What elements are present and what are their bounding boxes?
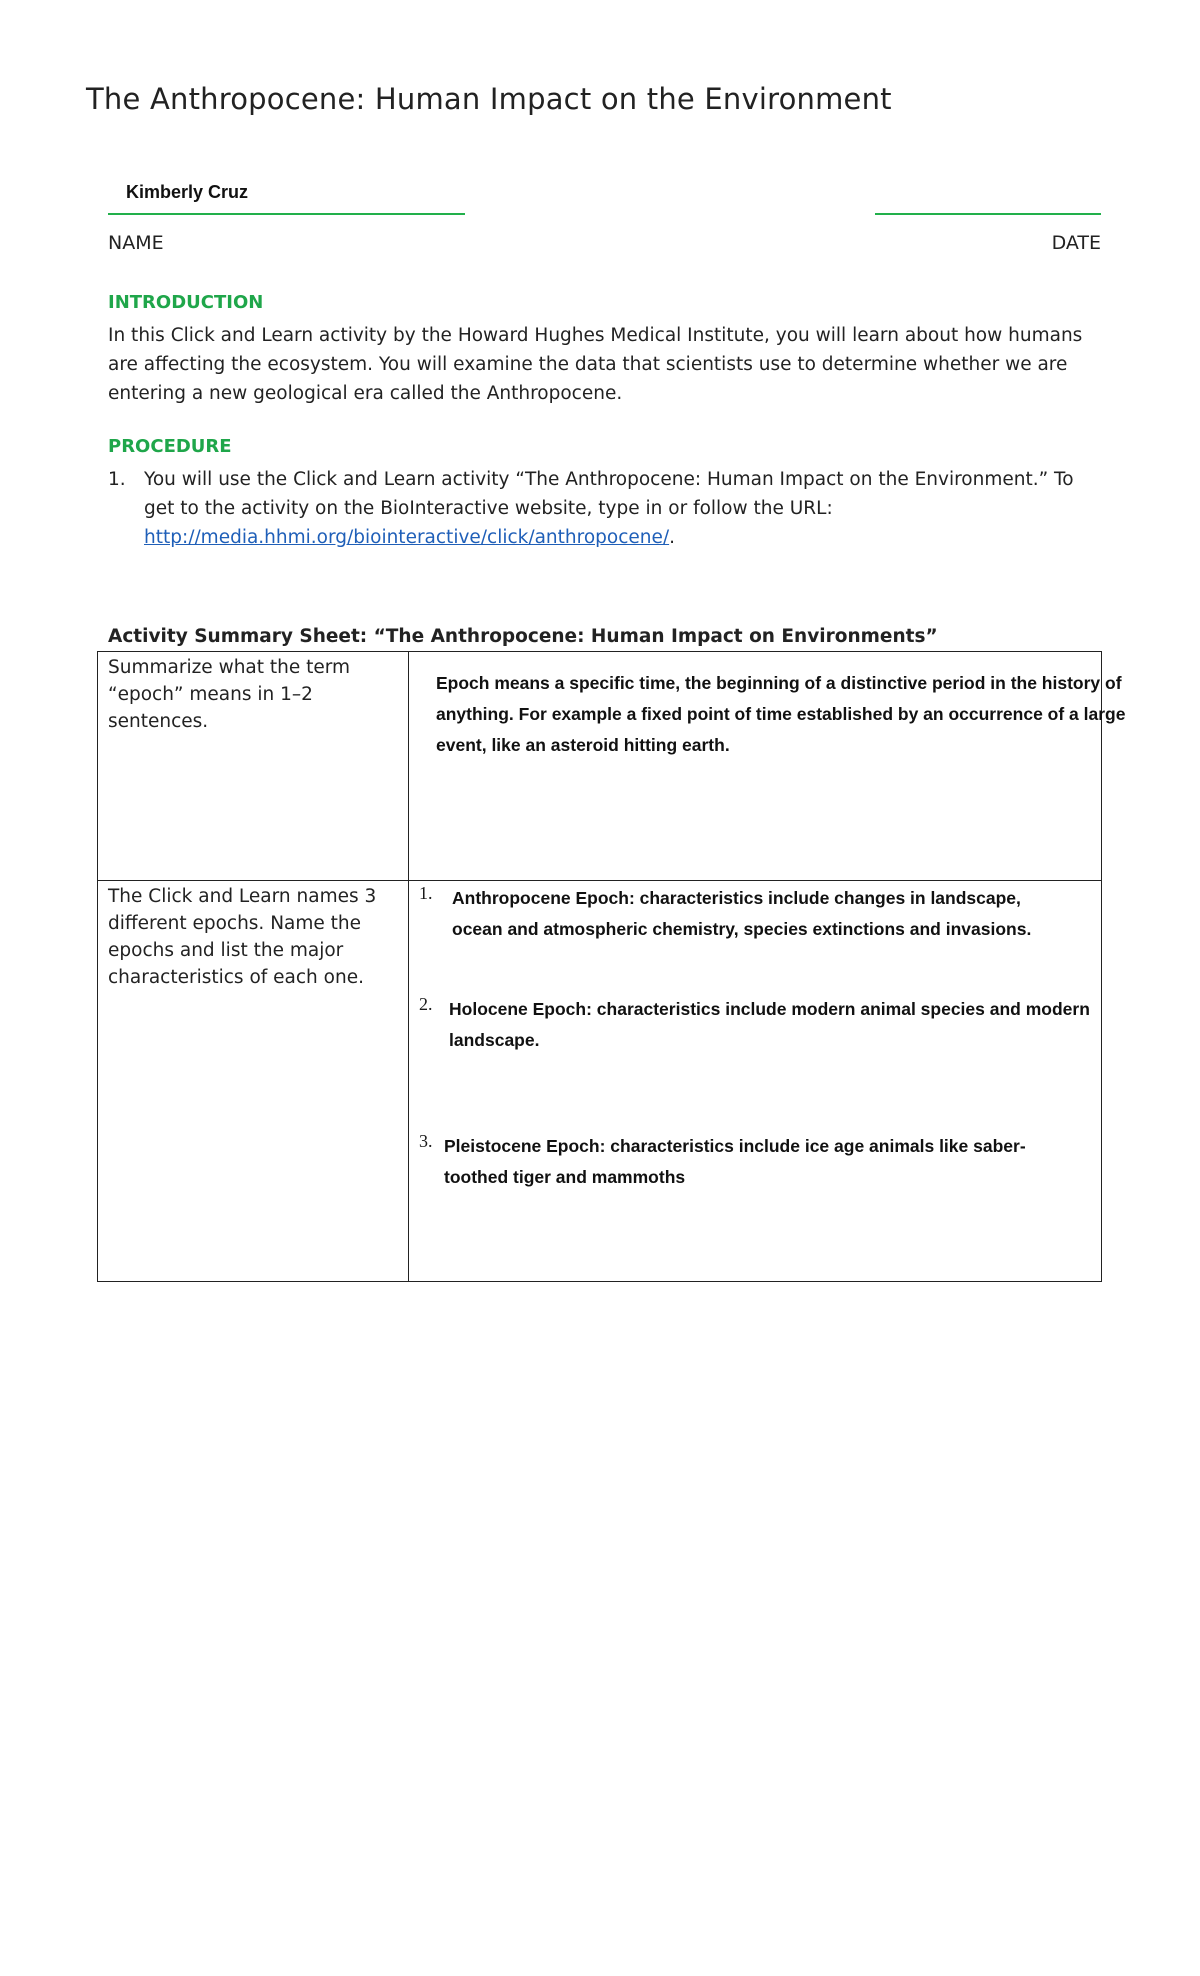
introduction-text: In this Click and Learn activity by the Howard Hughes Medical Institute, you will learn about how humans are affecting the ecosystem. You will examine the data that scientists use to determine whether we are entering a new geological era called the Anthropocene. — [108, 325, 1083, 404]
answer-number: 1. — [419, 883, 433, 903]
epoch-definition-answer: Epoch means a specific time, the beginning of a distinctive period in the history of anything. For example a fixed point of time established by an occurrence of a large event, like an asteroid hitting earth. — [436, 673, 1126, 755]
table-row — [98, 881, 1102, 1282]
answer-cell[interactable] — [409, 881, 1102, 1282]
question-cell: The Click and Learn names 3 different epochs. Name the epochs and list the major characteristics of each one. — [98, 881, 409, 1282]
activity-url-link[interactable]: http://media.hhmi.org/biointeractive/click/anthropocene/ — [144, 527, 670, 548]
anthropocene-answer: Anthropocene Epoch: characteristics include changes in landscape, ocean and atmospheric chemistry, species extinctions and invasions. — [452, 888, 1032, 939]
student-name-value[interactable]: Kimberly Cruz — [126, 182, 249, 202]
page-title: The Anthropocene: Human Impact on the Environment — [86, 82, 892, 116]
procedure-step-number: 1. — [108, 469, 126, 490]
procedure-heading: PROCEDURE — [108, 436, 232, 457]
name-label: NAME — [108, 232, 164, 254]
pleistocene-answer: Pleistocene Epoch: characteristics include ice age animals like saber-toothed tiger and mammoths — [444, 1136, 1026, 1187]
procedure-step-text: You will use the Click and Learn activity “The Anthropocene: Human Impact on the Environment.” To get to the activity on the BioInteractive website, type in or follow the URL: — [144, 469, 1074, 519]
table-row — [98, 652, 1102, 881]
holocene-answer: Holocene Epoch: characteristics include modern animal species and modern landscape. — [449, 999, 1090, 1050]
activity-summary-table — [97, 651, 1126, 1282]
answer-number: 3. — [419, 1131, 433, 1151]
procedure-step-1 — [144, 465, 1098, 552]
date-label: DATE — [1051, 232, 1101, 254]
procedure-step-suffix: . — [669, 527, 675, 548]
procedure-list — [108, 465, 1098, 552]
name-underline — [108, 213, 465, 215]
summary-table-title: Activity Summary Sheet: “The Anthropocene: Human Impact on Environments” — [108, 626, 938, 647]
date-underline[interactable] — [875, 213, 1101, 215]
introduction-heading: INTRODUCTION — [108, 292, 264, 313]
answer-cell[interactable] — [409, 652, 1126, 881]
answer-number: 2. — [419, 994, 433, 1014]
question-cell: Summarize what the term “epoch” means in 1–2 sentences. — [98, 652, 409, 881]
